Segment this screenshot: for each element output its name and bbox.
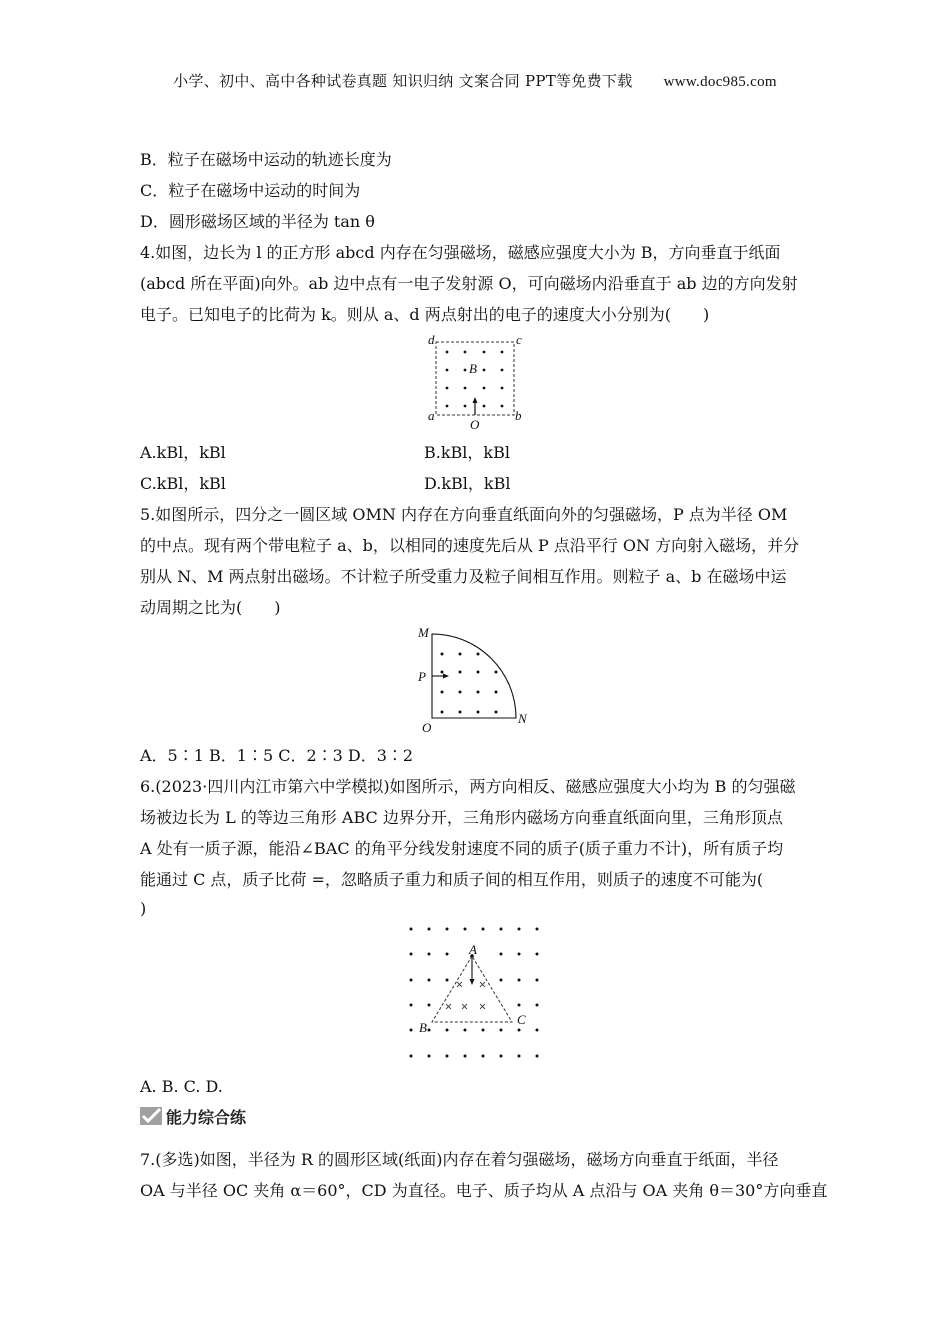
- header-url: www.doc985.com: [663, 74, 777, 90]
- q4-option-b: B.kBl，kBl: [424, 443, 510, 462]
- header-text: 小学、初中、高中各种试卷真题 知识归纳 文案合同 PPT等免费下载: [173, 72, 633, 90]
- label-P: P: [418, 669, 426, 684]
- q5-stem-line-2: 的中点。现有两个带电粒子 a、b，以相同的速度先后从 P 点沿平行 ON 方向射入磁场，并分: [140, 536, 800, 555]
- section-title: 能力综合练: [166, 1107, 247, 1127]
- label-a: a: [428, 408, 435, 423]
- field-dots-out: [441, 653, 498, 714]
- q5-stem-line-4: 动周期之比为( ): [140, 598, 281, 617]
- label-O: O: [422, 720, 432, 735]
- label-N: N: [518, 711, 527, 726]
- q6-stem-line-1: 6.(2023·四川内江市第六中学模拟)如图所示，两方向相反、磁感应强度大小均为 B 的匀强磁: [140, 777, 796, 796]
- q4-option-c: C.kBl，kBl: [140, 474, 226, 493]
- q4-stem-line-2: (abcd 所在平面)向外。ab 边中点有一电子发射源 O，可向磁场内沿垂直于 ab 边的方向发射: [140, 274, 798, 293]
- arrow-head-icon: [473, 397, 478, 403]
- q3-option-b: B．粒子在磁场中运动的轨迹长度为: [140, 150, 392, 169]
- q4-square-field-figure: [420, 332, 530, 432]
- q7-stem-line-1: 7.(多选)如图，半径为 R 的圆形区域(纸面)内存在着匀强磁场，磁场方向垂直于纸面，半径: [140, 1150, 779, 1169]
- arrow-head-icon: [443, 674, 449, 679]
- label-M: M: [418, 625, 429, 640]
- label-A: A: [469, 942, 477, 957]
- label-C: C: [517, 1012, 526, 1027]
- page-header: [0, 70, 950, 91]
- q6-stem-line-4: 能通过 C 点，质子比荷 =，忽略质子重力和质子间的相互作用，则质子的速度不可能为(: [140, 870, 764, 889]
- q4-option-d: D.kBl，kBl: [424, 474, 511, 493]
- q6-stem-line-3: A 处有一质子源，能沿∠BAC 的角平分线发射速度不同的质子(质子重力不计)，所有质子均: [140, 839, 784, 858]
- q6-stem-line-2: 场被边长为 L 的等边三角形 ABC 边界分开，三角形内磁场方向垂直纸面向里，三角形顶点: [140, 808, 783, 827]
- q4-option-a: A.kBl，kBl: [140, 443, 226, 462]
- label-B: B: [419, 1020, 427, 1035]
- label-d: d: [428, 332, 435, 347]
- arrow-head-icon: [470, 979, 475, 985]
- section-heading: [140, 1104, 246, 1128]
- q4-stem-line-1: 4.如图，边长为 l 的正方形 abcd 内存在匀强磁场，磁感应强度大小为 B，方向垂直于纸面: [140, 243, 781, 262]
- q3-option-d: D．圆形磁场区域的半径为 tan θ: [140, 212, 375, 231]
- label-c: c: [516, 332, 522, 347]
- field-crosses-in: [446, 982, 485, 1009]
- label-O: O: [470, 417, 480, 432]
- q5-stem-line-3: 别从 N、M 两点射出磁场。不计粒子所受重力及粒子间相互作用。则粒子 a、b 在磁场中运: [140, 567, 787, 586]
- q5-options: A．5∶1 B．1∶5 C．2∶3 D．3∶2: [140, 746, 414, 765]
- q5-quarter-circle-figure: [410, 622, 540, 740]
- q5-stem-line-1: 5.如图所示，四分之一圆区域 OMN 内存在方向垂直纸面向外的匀强磁场，P 点为半径 OM: [140, 505, 788, 524]
- q6-triangle-field-figure: [400, 920, 550, 1065]
- q6-stem-line-5: ): [140, 899, 147, 918]
- q6-options: A. B. C. D.: [140, 1077, 223, 1096]
- label-B: B: [469, 361, 477, 376]
- q4-stem-line-3: 电子。已知电子的比荷为 k。则从 a、d 两点射出的电子的速度大小分别为( ): [140, 305, 710, 324]
- checkmark-icon: [140, 1107, 162, 1125]
- q3-option-c: C．粒子在磁场中运动的时间为: [140, 181, 361, 200]
- q7-stem-line-2: OA 与半径 OC 夹角 α＝60°，CD 为直径。电子、质子均从 A 点沿与 OA 夹角 θ＝30°方向垂直: [140, 1181, 828, 1200]
- label-b: b: [515, 408, 522, 423]
